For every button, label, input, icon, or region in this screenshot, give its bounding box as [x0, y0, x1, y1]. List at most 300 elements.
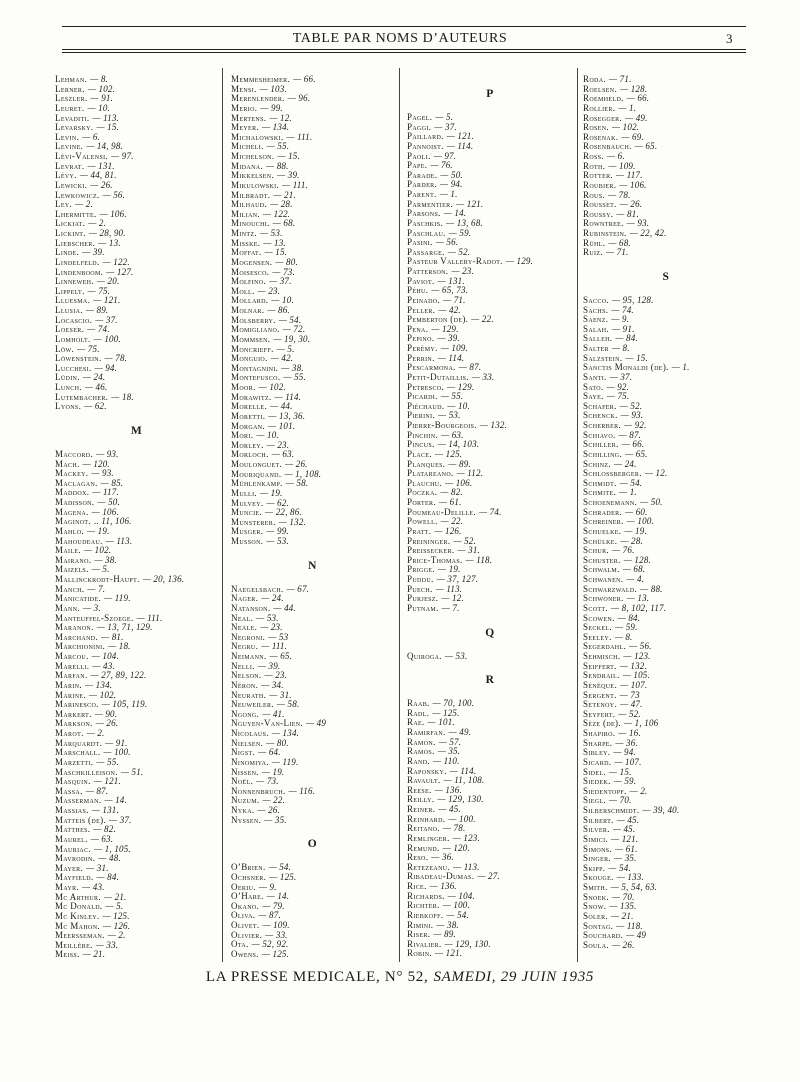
index-entry — [407, 921, 573, 931]
page-references: — 49. — [625, 112, 648, 123]
page-references: — 26. — [619, 199, 643, 210]
page-references: — 85. — [100, 477, 124, 488]
page-references: — 102. — [84, 545, 112, 556]
page-references: — 38. — [436, 919, 459, 930]
author-name: Parade. — [407, 169, 438, 180]
letter-heading: Q — [485, 626, 495, 639]
author-name: Merio. — [231, 102, 258, 113]
page-references: — 111. — [261, 641, 288, 652]
author-name: Rühl. — [583, 237, 606, 248]
author-name: Oliva. — [231, 910, 256, 921]
page-references: — 4. — [626, 574, 645, 584]
author-name: Pape. — [407, 160, 428, 171]
page-references: — 26. — [95, 718, 119, 729]
author-name: Ramon. — [407, 736, 436, 747]
author-name: Pierre-Bourgeois. — [407, 420, 477, 430]
page-references: — 80. — [266, 737, 289, 748]
page-references: — 2. — [107, 930, 126, 941]
author-name: Michelson. — [231, 151, 275, 161]
author-name: Neal. — [231, 612, 254, 623]
page-references: — 57. — [438, 736, 462, 747]
author-name: Lluesma. — [55, 295, 91, 306]
page-references: — 118. — [616, 920, 643, 931]
author-name: Reilly. — [407, 794, 435, 805]
page-references: — 37. — [95, 314, 118, 325]
page-references: — 114. — [446, 140, 474, 151]
page-references: — 37. — [609, 371, 633, 382]
page-references: — 49 — [306, 718, 327, 729]
author-name: Parder. — [407, 179, 438, 190]
page-references: — 24. — [261, 593, 284, 604]
author-name: Leuret. — [55, 102, 85, 113]
author-name: Schülke. — [583, 535, 618, 546]
page-references: — 52. — [619, 400, 643, 411]
author-name: Levarsky. — [55, 122, 94, 133]
page-references: — 63. — [90, 833, 114, 844]
author-name: Mackey. — [55, 468, 89, 479]
author-name: Mulli. — [231, 487, 258, 498]
page-references: — 50. — [640, 497, 663, 507]
author-name: Schafer. — [583, 400, 617, 411]
page-references: — 75. — [87, 285, 111, 296]
page-references: — 52. — [453, 535, 476, 546]
page-references: — 52. — [618, 708, 641, 719]
page-references: — 15. — [609, 766, 632, 777]
author-name: Ruiz. — [583, 247, 603, 258]
page-references: — 123. — [452, 832, 480, 843]
page-references: — 93. — [626, 218, 650, 229]
column-divider — [222, 68, 223, 962]
author-name: Sicard. — [583, 756, 612, 767]
author-name: Place. — [407, 448, 433, 459]
page-references: — 54. — [268, 862, 292, 873]
page-references: — 63. — [271, 449, 295, 460]
author-name: Maginot. — [55, 516, 92, 527]
page-references: — 117. — [92, 487, 119, 498]
author-name: Lewkowicz. — [55, 189, 100, 200]
page-references: — 72. — [282, 324, 306, 335]
author-name: Petit-Dutaillis. — [407, 371, 469, 382]
page-references: — 82. — [440, 487, 463, 498]
page-references: — 15. — [277, 151, 300, 161]
page-references: — 45. — [438, 804, 461, 814]
author-name: Porter. — [407, 497, 437, 507]
author-name: Richards. — [407, 890, 445, 901]
index-entry — [55, 950, 218, 960]
author-name: Ninomiya. — [231, 756, 269, 767]
author-name: Mach. — [55, 458, 80, 469]
page-references: — 58. — [276, 699, 300, 710]
author-name: Neurath. — [231, 689, 267, 700]
page-references: — 129, 130. — [437, 794, 484, 805]
author-name: Pena. — [407, 323, 429, 334]
page-references: — 112. — [456, 468, 484, 479]
author-name: Setenoy. — [583, 699, 618, 710]
author-name: Oeriu. — [231, 881, 256, 892]
page-references: — 21. — [611, 910, 634, 921]
index-entry — [583, 363, 749, 373]
page-references: — 74. — [87, 324, 110, 335]
page-references: — 22. — [440, 516, 464, 527]
author-name: Meillère. — [55, 939, 93, 950]
author-name: Mikulowski. — [231, 179, 280, 190]
page-references: — 111. — [282, 179, 308, 190]
page-references: — 131. — [87, 160, 115, 171]
page-references: — 70. — [609, 795, 632, 806]
author-name: Pemberton (de). — [407, 314, 469, 325]
page-references: — 109. — [608, 160, 636, 171]
author-name: Snow. — [583, 901, 607, 912]
author-name: Mensi. — [231, 83, 257, 94]
page-references: — 66. — [626, 93, 650, 104]
page-references: — 6. — [607, 151, 625, 161]
author-name: Preininger. — [407, 535, 451, 546]
page-references: — 89. — [448, 458, 471, 469]
page-references: — 94. — [440, 179, 463, 190]
author-name: Rosenak. — [583, 131, 619, 142]
author-name: Mintz. — [231, 228, 258, 238]
author-name: Rae. — [407, 717, 425, 728]
page-references: — 45. — [612, 824, 636, 835]
author-name: Riser. — [407, 929, 431, 940]
author-name: Milhaud. — [231, 199, 268, 210]
author-name: Sèze (de). — [583, 718, 621, 729]
page-references: — 117. — [616, 170, 643, 181]
page-references: — 79. — [262, 900, 285, 911]
author-name: Sidel. — [583, 766, 607, 777]
author-name: Preissecker. — [407, 545, 455, 556]
page-references: — 66. — [621, 439, 645, 450]
author-name: Markson. — [55, 718, 93, 729]
page-references: — 87. — [458, 362, 482, 373]
page-references: — 131. — [437, 275, 465, 286]
page-references: — 21. — [103, 891, 127, 902]
author-name: Merenlender. — [231, 93, 285, 104]
author-name: Raab. — [407, 698, 430, 709]
author-name: Powell. — [407, 516, 438, 527]
author-name: Markert. — [55, 708, 92, 719]
page-references: — 59. — [448, 227, 472, 238]
page-references: — 23. — [451, 266, 474, 276]
author-name: Roemheld. — [583, 93, 624, 104]
page-references: — 50. — [440, 169, 463, 180]
page-references: — 43. — [92, 660, 115, 671]
author-name: Milbradt. — [231, 189, 271, 200]
page-references: — 48. — [98, 853, 121, 864]
author-name: Robin. — [407, 948, 433, 959]
author-name: Nielsen. — [231, 737, 264, 748]
author-name: Nuzum. — [231, 795, 260, 806]
index-column-1 — [55, 75, 218, 965]
author-name: Micheli. — [231, 141, 264, 152]
page-references: — 28. — [270, 199, 293, 210]
author-name: Ngong. — [231, 708, 260, 719]
page-references: — 27. — [477, 871, 500, 882]
page-references: — 59. — [615, 622, 638, 633]
author-name: Paschkis. — [407, 217, 444, 228]
author-name: Sergent. — [583, 689, 617, 700]
author-name: Mouriquand. — [231, 468, 282, 479]
author-name: Salzstein. — [583, 352, 623, 363]
author-name: Morelle. — [231, 401, 268, 412]
page-references: — 9. — [611, 314, 630, 325]
page-references: — 123. — [623, 651, 651, 661]
author-name: Maschkilleison. — [55, 766, 118, 777]
page-references: — 86. — [267, 305, 290, 315]
author-name: Plauchu. — [407, 477, 443, 488]
author-name: Piéchaud. — [407, 400, 445, 411]
author-name: Rimini. — [407, 919, 434, 930]
author-name: Rand. — [407, 755, 431, 766]
index-entry — [583, 758, 749, 768]
page-references: — 3. — [83, 602, 101, 613]
page-references: — 21. — [273, 189, 296, 200]
author-name: Pannoist. — [407, 140, 444, 151]
page-references: — 15. — [96, 122, 119, 133]
page-references: — 122. — [263, 208, 291, 219]
author-name: Manch. — [55, 583, 85, 594]
page-references: — 1. — [618, 102, 637, 113]
author-name: Platareano. — [407, 468, 454, 479]
author-name: Schreiner. — [583, 516, 624, 527]
page-references: — 27, 89, 122. — [90, 670, 147, 681]
page-references: — 93. — [620, 410, 644, 421]
page-references: — 103. — [259, 83, 287, 94]
page-references: — 46. — [84, 382, 108, 392]
author-name: Schenck. — [583, 410, 618, 421]
author-name: Marot. — [55, 728, 84, 738]
author-name: Paschlau. — [407, 227, 446, 238]
page-references: — 99. — [266, 526, 289, 537]
author-name: Scott. — [583, 602, 609, 613]
page-references: — 109. — [440, 343, 468, 353]
page-references: — 44. — [270, 401, 293, 412]
page-references: — 74. — [611, 304, 634, 315]
page-references: — 125. — [435, 448, 463, 459]
page-references: — 52. — [447, 246, 471, 257]
author-name: Magena. — [55, 506, 89, 517]
page-references: — 114. — [274, 391, 302, 402]
author-name: Schmidt. — [583, 477, 617, 488]
page-references: — 7. — [441, 602, 460, 613]
author-name: Pasteur Vallery-Radot. — [407, 256, 503, 267]
page-references: — 66. — [293, 75, 316, 84]
page-references: — 28. — [620, 535, 643, 546]
author-name: Marelli. — [55, 660, 90, 671]
author-name: Milian. — [231, 208, 261, 219]
author-name: Nyssen. — [231, 814, 262, 825]
author-name: Ramos. — [407, 746, 435, 757]
page-references: — 20, 136. — [142, 574, 185, 584]
author-name: Pratt. — [407, 525, 432, 536]
index-entry — [407, 604, 573, 614]
page-footer — [0, 966, 800, 988]
page-references: — 136. — [434, 784, 462, 795]
author-name: Lunch. — [55, 382, 82, 392]
author-name: Muncie. — [231, 507, 263, 518]
author-name: Montagnini. — [231, 362, 279, 373]
page-references: — 92. — [624, 420, 647, 430]
page-references: — 69. — [621, 131, 644, 142]
page-references: — 45. — [616, 814, 640, 825]
page-references: — 5. — [105, 901, 124, 912]
author-name: Parent. — [407, 189, 437, 199]
page-references: — 39, 40. — [642, 805, 680, 815]
page-references: — 37, 127. — [436, 574, 479, 584]
column-divider — [399, 68, 400, 962]
page-references: — 1, 108. — [284, 468, 322, 479]
page-references: — 19. — [260, 487, 283, 498]
page-references: — 19, 30. — [273, 333, 311, 344]
author-name: Pescarmona. — [407, 362, 456, 373]
author-name: Price-Thomas. — [407, 554, 463, 565]
author-name: Mertens. — [231, 112, 267, 123]
page-references: — 111. — [136, 612, 163, 623]
page-references: — 102. — [87, 83, 116, 94]
author-name: Marzetti. — [55, 756, 94, 767]
author-name: Morgan. — [231, 420, 266, 431]
index-entry — [231, 739, 394, 749]
author-name: Lindelfeld. — [55, 256, 100, 267]
header-top-rule — [62, 26, 746, 27]
page-references: — 84. — [615, 333, 638, 344]
author-name: Levin. — [55, 131, 80, 142]
page-references: — 78. — [608, 189, 631, 200]
index-column-3 — [407, 75, 573, 965]
author-name: Schmite. — [583, 487, 617, 498]
author-name: Moffat. — [231, 247, 262, 258]
index-entry — [407, 142, 573, 152]
page-references: — 26. — [612, 939, 635, 950]
page-references: — 61. — [439, 497, 462, 507]
author-name: Passarge. — [407, 246, 445, 257]
page-references: — 33. — [265, 929, 288, 940]
author-name: Maccord. — [55, 448, 94, 459]
page-references: — 53. — [256, 612, 279, 623]
author-name: Munsterer. — [231, 516, 276, 527]
author-name: Roda. — [583, 75, 607, 84]
page-references: — 37. — [109, 814, 132, 825]
author-name: Mahlo. — [55, 525, 85, 536]
page-references: — 58. — [285, 478, 309, 489]
page-references: — 26. — [90, 179, 113, 190]
author-name: Okano. — [231, 900, 260, 911]
author-name: Sachs. — [583, 304, 609, 315]
author-name: Mc Arthur. — [55, 891, 101, 902]
page-references: — 121. — [456, 198, 484, 209]
page-references: — 34. — [261, 679, 284, 690]
page-references: — 53. — [266, 536, 289, 546]
author-name: Rivalier. — [407, 938, 442, 949]
author-name: Salter — [583, 343, 609, 353]
author-name: Sacco. — [583, 294, 610, 305]
author-name: Schlossberger. — [583, 468, 642, 479]
author-name: Lyons. — [55, 401, 82, 412]
author-name: Seeley. — [583, 631, 612, 642]
page-references: — 14. — [266, 891, 290, 902]
index-entry — [583, 248, 749, 258]
page-references: — 114. — [437, 352, 465, 363]
author-name: Soler. — [583, 910, 609, 921]
page-references: — 73 — [619, 689, 640, 700]
page-references: — 94. — [94, 362, 118, 373]
author-name: Roth. — [583, 160, 606, 171]
page-references: — 35. — [264, 814, 287, 825]
author-name: Matteis (de). — [55, 814, 107, 825]
author-name: Scowen. — [583, 612, 615, 623]
page-references: — 101. — [427, 717, 455, 728]
author-name: Marchionini. — [55, 641, 106, 652]
author-name: Mahoudeau. — [55, 535, 103, 546]
page-references: — 14, 98. — [86, 141, 124, 152]
page-references: — 78. — [104, 353, 128, 364]
page-references: — 114. — [449, 765, 477, 776]
index-entry — [231, 950, 394, 960]
page-references: — 6. — [82, 131, 100, 142]
page-references: — 22. — [471, 314, 494, 325]
author-name: Lehman. — [55, 75, 88, 84]
page-references: — 2. — [86, 728, 105, 738]
author-name: Néron. — [231, 679, 259, 690]
index-entry — [583, 941, 749, 951]
page-references: — 105, 119. — [101, 699, 148, 710]
author-name: Poczka. — [407, 487, 438, 498]
index-entry — [55, 402, 218, 412]
author-name: Sanctis Monaldi (de). — [583, 362, 669, 373]
author-name: Sendrail. — [583, 670, 620, 681]
author-name: Simici. — [583, 833, 609, 844]
author-name: Raponsky. — [407, 765, 447, 776]
page-references: — 132. — [278, 516, 306, 527]
page-references: — 21. — [82, 949, 106, 960]
author-name: Lomholt. — [55, 333, 91, 344]
author-name: Lickiat. — [55, 218, 86, 229]
page-references: — 120. — [442, 842, 470, 853]
page-references: — 23. — [260, 622, 283, 633]
page-references: — 43. — [82, 882, 105, 892]
author-name: Meersseman. — [55, 930, 105, 941]
page-references: — 106. — [91, 506, 119, 517]
page-references: — 89. — [85, 305, 109, 315]
index-entry — [231, 902, 394, 912]
page-references: — 10. — [256, 430, 279, 441]
author-name: Mauriac. — [55, 843, 92, 854]
page-references: — 10. — [447, 400, 470, 411]
author-name: Molsberry. — [231, 314, 276, 325]
author-name: Mori. — [231, 430, 254, 441]
author-name: Mc Kinley. — [55, 910, 100, 921]
author-name: Loeser. — [55, 324, 85, 335]
page-references: — 82. — [93, 824, 116, 835]
author-name: Simons. — [583, 843, 613, 854]
page-references: — 18. — [111, 391, 134, 402]
page-references: — 1. — [619, 487, 637, 498]
page-references: — 12. — [644, 468, 668, 479]
page-references: — 111. — [286, 131, 313, 142]
author-name: Morawitz. — [231, 391, 272, 402]
page-references: — 23. — [257, 285, 281, 296]
page-references: — 128. — [620, 83, 648, 94]
author-name: Rous. — [583, 189, 606, 200]
page-references: — 1. — [439, 189, 458, 199]
page-references: — 1, 105. — [94, 843, 131, 854]
page-references: — 55. — [440, 391, 464, 402]
author-name: Reitano. — [407, 823, 440, 834]
page-references: — 84. — [617, 612, 641, 623]
page-references: — 125. — [261, 948, 290, 959]
author-name: Mulvey. — [231, 497, 264, 508]
author-name: Olivier. — [231, 929, 263, 940]
